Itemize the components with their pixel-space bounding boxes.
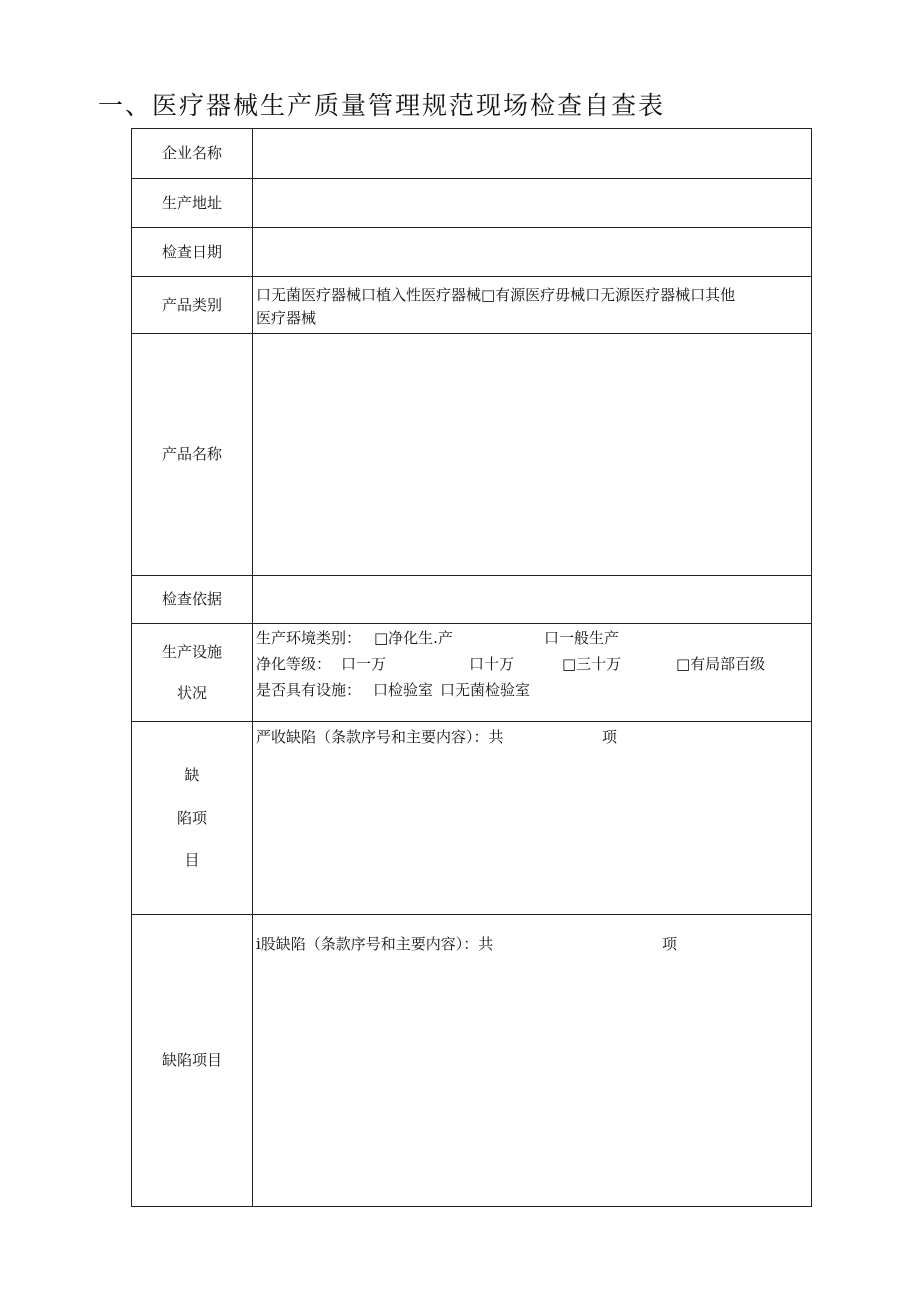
- inspection-basis-field[interactable]: [254, 576, 811, 623]
- env-type-label: 生产环境类别：: [256, 629, 362, 647]
- product-category-options-line1: 口无菌医疗器械口植入性医疗器械□有源医疗毋械口无源医疗器械口其他: [256, 286, 736, 304]
- product-name-field[interactable]: [254, 334, 811, 575]
- product-name-label: 产品名称: [132, 334, 253, 575]
- grade-100k-checkbox[interactable]: 口十万: [469, 655, 515, 673]
- row-product-name: [132, 334, 811, 576]
- row-general-defects: [132, 915, 811, 1206]
- serious-defects-label-line2: 陷项: [176, 808, 207, 827]
- serious-defects-label: [132, 722, 253, 914]
- row-production-address: [132, 179, 811, 228]
- clean-grade-label: 净化等级：: [256, 655, 332, 673]
- facility-status-label-line1: 生产设施: [161, 642, 222, 661]
- product-category-field[interactable]: [254, 277, 811, 333]
- row-inspection-date: [132, 228, 811, 277]
- company-name-label: 企业名称: [132, 129, 253, 178]
- product-category-label: 产品类别: [132, 277, 253, 333]
- production-address-label: 生产地址: [132, 179, 253, 227]
- serious-defects-label-line3: 目: [184, 851, 200, 870]
- serious-defects-unit: 项: [602, 728, 618, 746]
- row-facility-status: [132, 624, 811, 722]
- facility-status-label-line2: 状况: [176, 683, 207, 702]
- inspection-date-label: 检查日期: [132, 228, 253, 276]
- row-inspection-basis: [132, 576, 811, 624]
- grade-300k-checkbox[interactable]: □三十万: [562, 655, 622, 673]
- product-category-options-line2: 医疗器械: [256, 309, 317, 327]
- facility-lab-checkbox[interactable]: 口检验室: [373, 681, 434, 699]
- inspection-basis-label: 检查依据: [132, 576, 253, 623]
- facility-status-label: [132, 624, 253, 721]
- serious-defects-field[interactable]: [254, 722, 811, 914]
- form-title: 一、医疗器械生产质量管理规范现场检查自查表: [98, 91, 666, 120]
- row-serious-defects: [132, 722, 811, 915]
- row-product-category: [132, 277, 811, 334]
- company-name-field[interactable]: [254, 129, 811, 178]
- env-clean-checkbox[interactable]: □净化生.产: [374, 629, 453, 647]
- facilities-label: 是否具有设施：: [256, 681, 362, 699]
- env-general-checkbox[interactable]: 口一般生产: [544, 629, 620, 647]
- inspection-date-field[interactable]: [254, 228, 811, 276]
- facility-status-field: [254, 624, 811, 721]
- general-defects-text: i股缺陷（条款序号和主要内容）：共: [256, 935, 494, 953]
- facility-sterile-lab-checkbox[interactable]: 口无菌检验室: [440, 681, 531, 699]
- serious-defects-text: 严收缺陷（条款序号和主要内容）：共: [256, 728, 504, 746]
- general-defects-label: 缺陷项目: [132, 915, 253, 1206]
- production-address-field[interactable]: [254, 179, 811, 227]
- serious-defects-label-line1: 缺: [184, 765, 200, 784]
- grade-local-100-checkbox[interactable]: □有局部百级: [676, 655, 766, 673]
- self-inspection-form: [131, 128, 812, 1207]
- general-defects-unit: 项: [662, 935, 678, 953]
- grade-10k-checkbox[interactable]: 口一万: [341, 655, 387, 673]
- general-defects-field[interactable]: [254, 915, 811, 1206]
- row-company-name: [132, 129, 811, 179]
